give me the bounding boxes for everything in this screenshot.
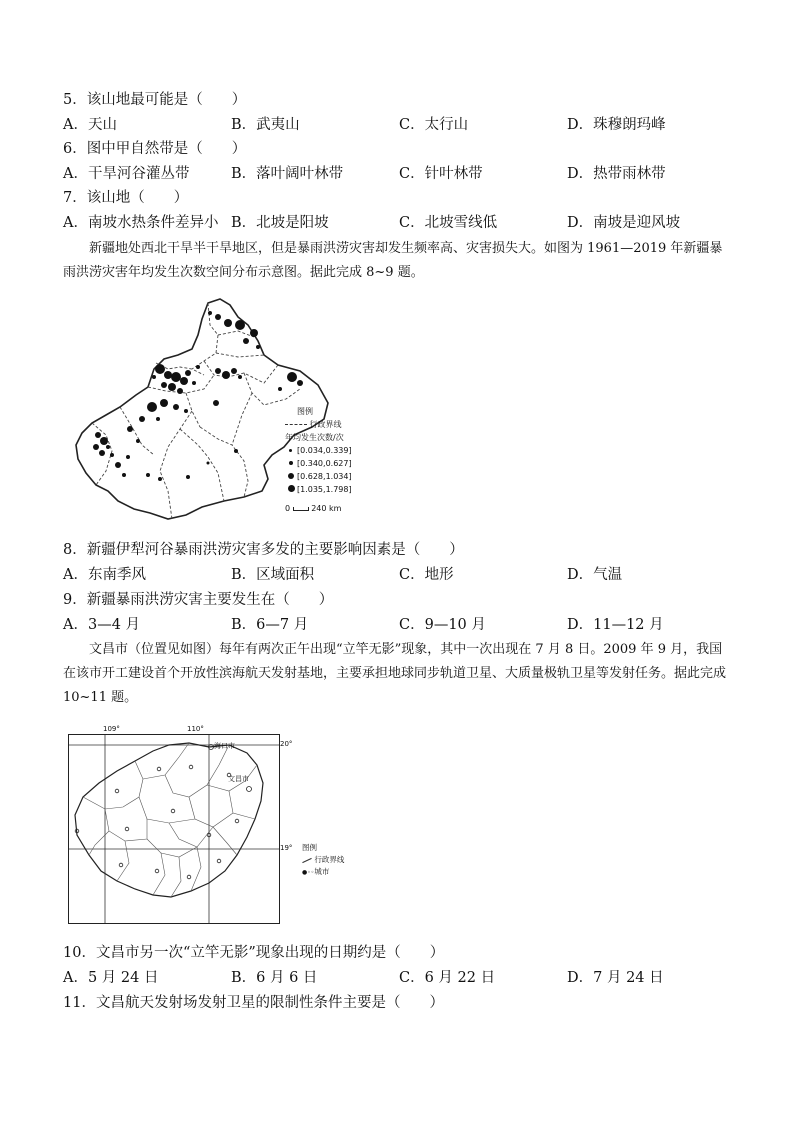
- admin-boundaries: [92, 303, 300, 519]
- hainan-legend-boundary: 行政界线: [302, 854, 344, 866]
- q7-option-a[interactable]: A．南坡水热条件差异小: [63, 215, 219, 231]
- q5-option-a[interactable]: A．天山: [63, 117, 117, 133]
- legend-class-1: [0.034,0.339]: [285, 444, 385, 457]
- q8-option-a[interactable]: A．东南季风: [63, 567, 146, 583]
- hainan-map-frame: [68, 734, 280, 924]
- q5-stem: 5．该山地最可能是（ ）: [63, 92, 247, 108]
- hainan-boundaries: [83, 743, 257, 897]
- hainan-legend: [302, 842, 344, 879]
- q7-option-c[interactable]: C．北坡雪线低: [399, 215, 498, 231]
- legend-class-3: [0.628,1.034]: [285, 470, 385, 483]
- q7-options: [63, 213, 743, 233]
- hainan-outline: [75, 743, 263, 897]
- q10-option-d[interactable]: D．7 月 24 日: [567, 970, 664, 986]
- q7-option-d[interactable]: D．南坡是迎风坡: [567, 215, 681, 231]
- q5-option-b[interactable]: B．武夷山: [231, 117, 300, 133]
- scale-bar: 0 240 km: [285, 504, 342, 513]
- q6-options: [63, 164, 743, 184]
- q6-option-c[interactable]: C．针叶林带: [399, 166, 483, 182]
- passage-xinjiang: 新疆地处西北干旱半干旱地区，但是暴雨洪涝灾害却发生频率高、灾害损失大。如图为 1961—2019 年新疆暴雨洪涝灾害年均发生次数空间分布示意图。据此完成 8~9 题。: [63, 241, 723, 280]
- legend-class-4: [1.035,1.798]: [285, 483, 385, 496]
- q8-option-c[interactable]: C．地形: [399, 567, 454, 583]
- haikou-label: 海口市: [214, 742, 235, 750]
- q10-option-a[interactable]: A．5 月 24 日: [63, 970, 159, 986]
- q9-option-c[interactable]: C．9—10 月: [399, 617, 486, 633]
- q8-options: [63, 565, 743, 585]
- q11-stem: 11．文昌航天发射场发射卫星的限制性条件主要是（ ）: [63, 995, 444, 1011]
- hainan-map: [69, 735, 279, 923]
- q7-option-b[interactable]: B．北坡是阳坡: [231, 215, 329, 231]
- legend-title: 图例: [297, 407, 313, 416]
- q8-stem: 8．新疆伊犁河谷暴雨洪涝灾害多发的主要影响因素是（ ）: [63, 542, 464, 558]
- xinjiang-legend: [285, 405, 385, 515]
- q6-option-b[interactable]: B．落叶阔叶林带: [231, 166, 344, 182]
- q5-options: [63, 115, 743, 135]
- q5-option-c[interactable]: C．太行山: [399, 117, 469, 133]
- q7-stem: 7．该山地（ ）: [63, 190, 189, 206]
- legend-boundary: 行政界线: [285, 418, 385, 431]
- q9-options: [63, 615, 743, 635]
- q6-stem: 6．图中甲自然带是（ ）: [63, 141, 247, 157]
- q10-option-b[interactable]: B．6 月 6 日: [231, 970, 318, 986]
- lat-19-label: 19°: [280, 844, 293, 852]
- q10-stem: 10．文昌市另一次“立竿无影”现象出现的日期约是（ ）: [63, 945, 445, 961]
- q8-option-b[interactable]: B．区域面积: [231, 567, 315, 583]
- hainan-legend-city: ●◦◦城市: [302, 867, 330, 876]
- q5-option-d[interactable]: D．珠穆朗玛峰: [567, 117, 666, 133]
- lon-109-label: 109°: [103, 725, 120, 733]
- q9-option-d[interactable]: D．11—12 月: [567, 617, 664, 633]
- q10-option-c[interactable]: C．6 月 22 日: [399, 970, 496, 986]
- legend-frequency-title: 年均发生次数/次: [285, 433, 344, 442]
- legend-class-2: [0.340,0.627]: [285, 457, 385, 470]
- wenchang-label: 文昌市: [228, 775, 249, 783]
- q6-option-a[interactable]: A．干旱河谷灌丛带: [63, 166, 190, 182]
- q6-option-d[interactable]: D．热带雨林带: [567, 166, 666, 182]
- city-markers: [75, 745, 251, 879]
- q9-option-a[interactable]: A．3—4 月: [63, 617, 141, 633]
- hainan-legend-title: 图例: [302, 843, 317, 852]
- q9-stem: 9．新疆暴雨洪涝灾害主要发生在（ ）: [63, 592, 334, 608]
- q10-options: [63, 968, 743, 988]
- lon-110-label: 110°: [187, 725, 204, 733]
- lat-20-label: 20°: [280, 740, 293, 748]
- q9-option-b[interactable]: B．6—7 月: [231, 617, 309, 633]
- passage-wenchang: 文昌市（位置见如图）每年有两次正午出现“立竿无影”现象，其中一次出现在 7 月 8 日。2009 年 9 月，我国在该市开工建设首个开放性滨海航天发射基地，主要承担地球同步轨道卫星、大质量极轨卫星等发射任务。据此完成 10~11 题。: [63, 642, 727, 705]
- q8-option-d[interactable]: D．气温: [567, 567, 623, 583]
